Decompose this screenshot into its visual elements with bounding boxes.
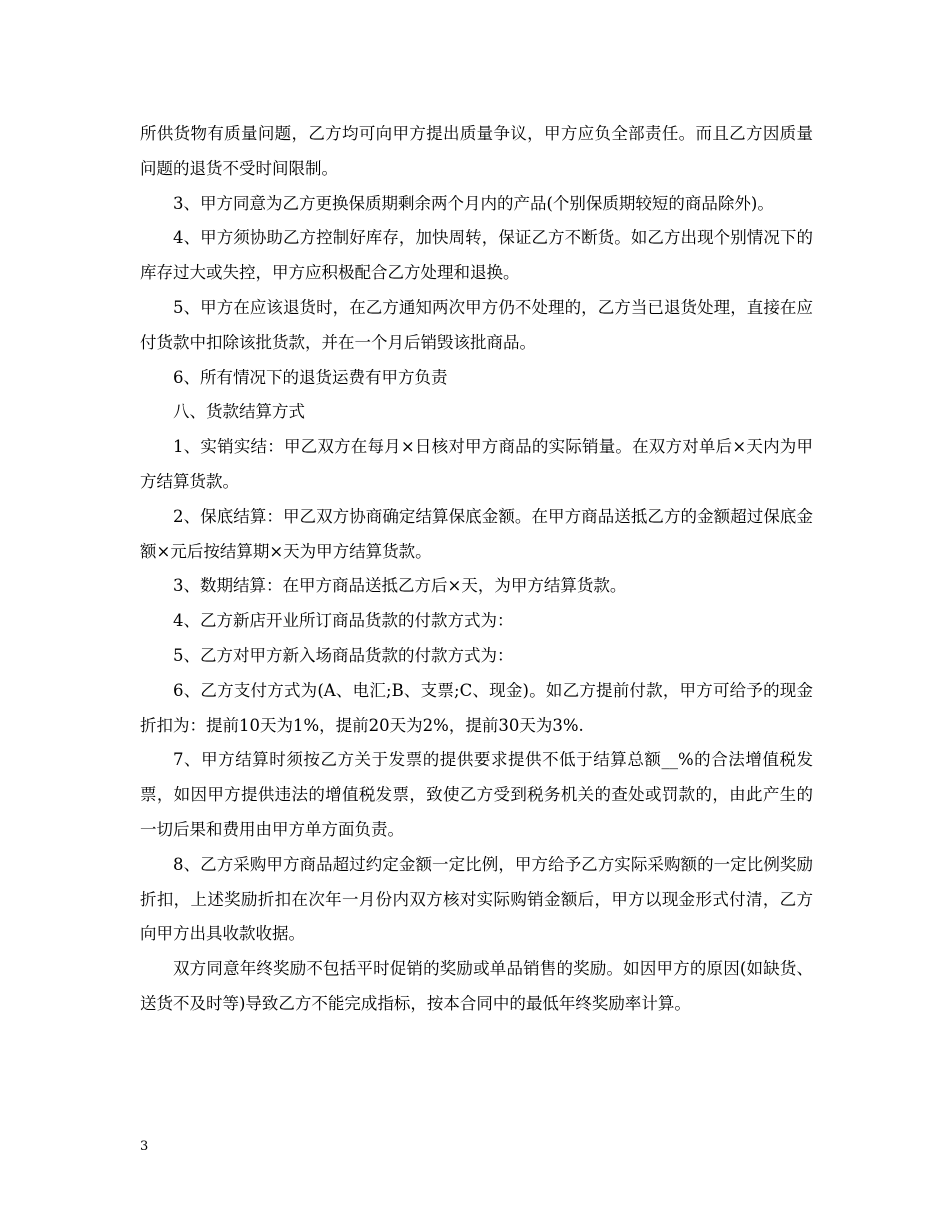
paragraph-settlement-8: 8、乙方采购甲方商品超过约定金额一定比例，甲方给予乙方实际采购额的一定比例奖励折扣，上述奖励折扣在次年一月份内双方核对实际购销金额后，甲方以现金形式付清，乙方向甲方出具收款收据。 <box>140 854 813 944</box>
paragraph-clause-6-freight: 6、所有情况下的退货运费有甲方负责 <box>173 367 448 387</box>
page-number: 3 <box>140 1139 149 1154</box>
paragraph-clause-4-inventory: 4、甲方须协助乙方控制好库存，加快周转，保证乙方不断货。如乙方出现个别情况下的库存过大或失控，甲方应积极配合乙方处理和退换。 <box>140 228 813 283</box>
paragraph-clause-3-replace: 3、甲方同意为乙方更换保质期剩余两个月内的产品(个别保质期较短的商品除外)。 <box>173 193 774 213</box>
paragraph-clause-5-return: 5、甲方在应该退货时，在乙方通知两次甲方仍不处理的，乙方当已退货处理，直接在应付货款中扣除该批货款，并在一个月后销毁该批商品。 <box>140 297 813 352</box>
paragraph-settlement-3: 3、数期结算：在甲方商品送抵乙方后×天，为甲方结算货款。 <box>173 576 627 596</box>
paragraph-settlement-6: 6、乙方支付方式为(A、电汇;B、支票;C、现金)。如乙方提前付款，甲方可给予的现金折扣为：提前10天为1%，提前20天为2%，提前30天为3%. <box>140 680 813 735</box>
paragraph-quality-dispute: 所供货物有质量问题，乙方均可向甲方提出质量争议，甲方应负全部责任。而且乙方因质量问题的退货不受时间限制。 <box>140 124 813 178</box>
paragraph-settlement-4: 4、乙方新店开业所订商品货款的付款方式为： <box>173 611 514 631</box>
paragraph-year-end-reward: 双方同意年终奖励不包括平时促销的奖励或单品销售的奖励。如因甲方的原因(如缺货、送货不及时等)导致乙方不能完成指标，按本合同中的最低年终奖励率计算。 <box>140 959 813 1013</box>
paragraph-settlement-1: 1、实销实结：甲乙双方在每月×日核对甲方商品的实际销量。在双方对单后×天内为甲方结算货款。 <box>140 437 813 491</box>
document-body <box>140 117 813 1022</box>
section-heading-settlement: 八、货款结算方式 <box>173 402 305 422</box>
paragraph-settlement-2: 2、保底结算：甲乙双方协商确定结算保底金额。在甲方商品送抵乙方的金额超过保底金额×元后按结算期×天为甲方结算货款。 <box>140 506 813 561</box>
paragraph-settlement-7: 7、甲方结算时须按乙方关于发票的提供要求提供不低于结算总额__%的合法增值税发票，如因甲方提供违法的增值税发票，致使乙方受到税务机关的查处或罚款的，由此产生的一切后果和费用由甲方单方面负责。 <box>140 750 813 839</box>
paragraph-settlement-5: 5、乙方对甲方新入场商品货款的付款方式为： <box>173 645 514 665</box>
